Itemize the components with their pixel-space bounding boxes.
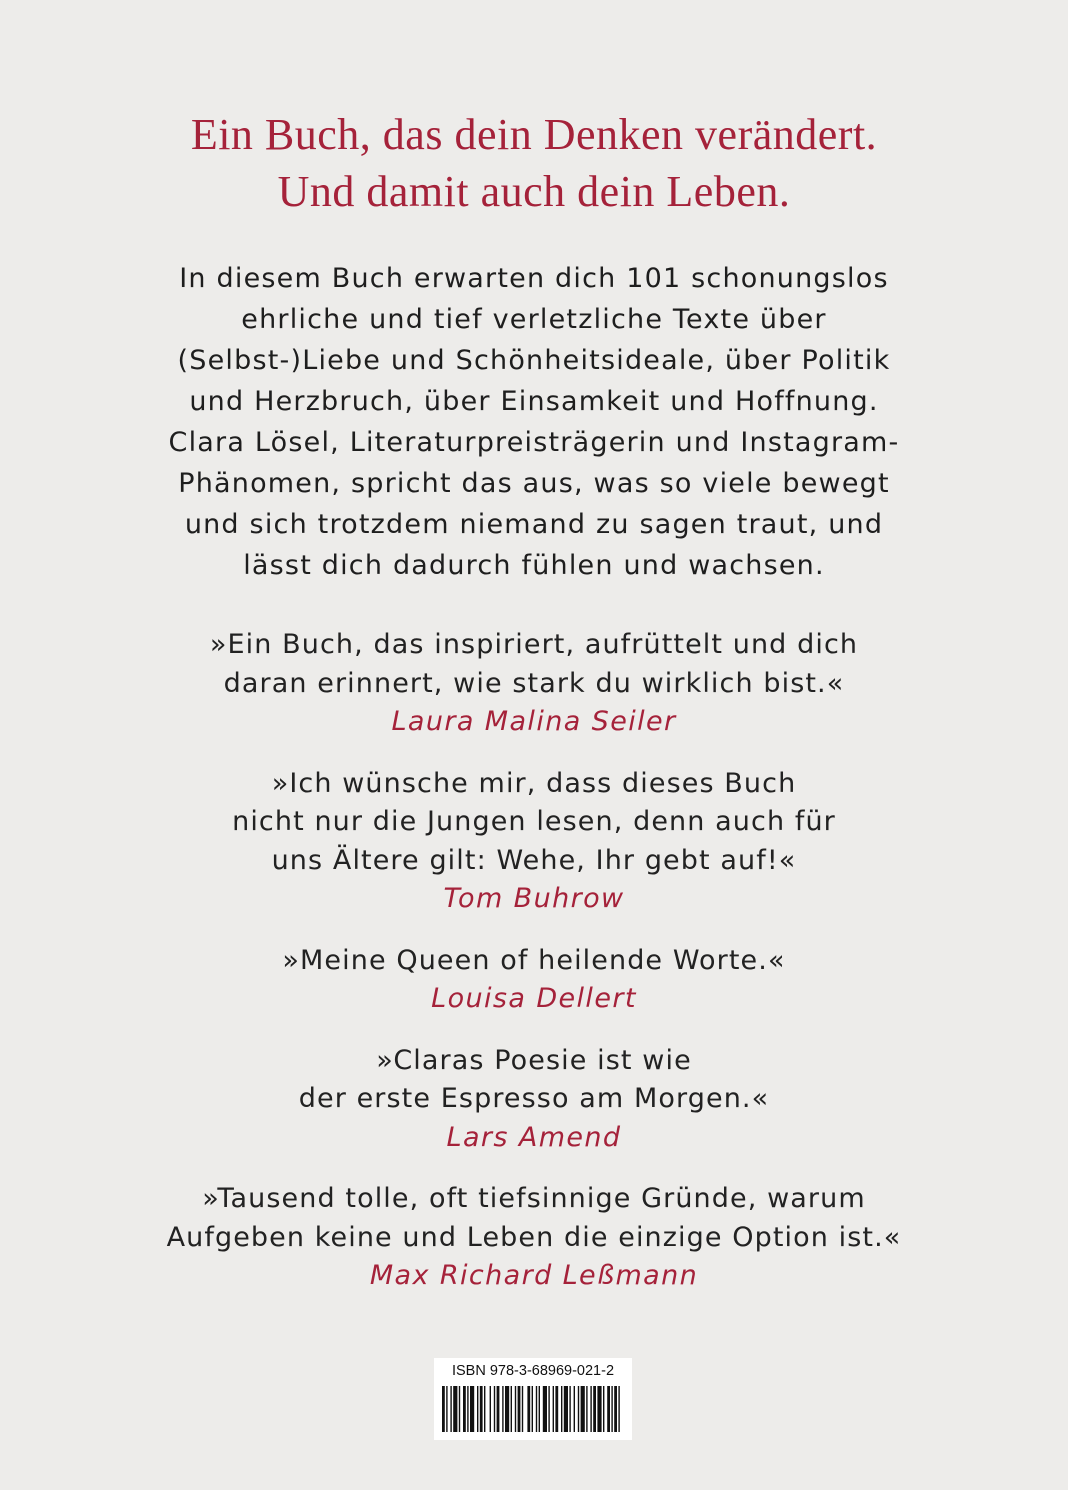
- quote-line: »Claras Poesie ist wie: [376, 1044, 692, 1076]
- barcode-bar: [459, 1386, 460, 1432]
- barcode-bar: [553, 1386, 554, 1432]
- quote-line: der erste Espresso am Morgen.«: [298, 1083, 770, 1114]
- barcode-bar: [590, 1386, 591, 1432]
- quote-line: »Meine Queen of heilende Worte.«: [282, 944, 786, 976]
- barcode-bar: [494, 1386, 495, 1432]
- quote-line: »Ich wünsche mir, dass dieses Buch: [271, 767, 797, 799]
- blurb-line: (Selbst-)Liebe und Schönheitsideale, über Politik: [177, 345, 891, 376]
- barcode-bar: [450, 1386, 451, 1432]
- barcode-bar: [539, 1386, 540, 1432]
- barcode-bar: [502, 1386, 503, 1432]
- blurb-line: Clara Lösel, Literaturpreisträgerin und Instagram-: [168, 427, 900, 458]
- barcode-bar: [586, 1386, 587, 1432]
- book-blurb: [0, 258, 1068, 586]
- barcode-bar: [527, 1386, 530, 1432]
- barcode-bar: [548, 1386, 549, 1432]
- barcode-bar: [561, 1386, 562, 1432]
- blurb-line: In diesem Buch erwarten dich 101 schonungslos: [179, 263, 889, 294]
- isbn-barcode-box: [434, 1358, 632, 1440]
- isbn-label: ISBN 978-3-68969-021-2: [451, 1363, 615, 1379]
- barcode-bar: [581, 1386, 585, 1432]
- barcode-bar: [578, 1386, 579, 1432]
- testimonials: [0, 626, 1068, 1319]
- barcode-bar: [607, 1386, 610, 1432]
- headline-line-1: Ein Buch, das dein Denken verändert.: [190, 110, 878, 159]
- blurb-line: Phänomen, spricht das aus, was so viele bewegt: [178, 468, 890, 499]
- barcode-bar: [453, 1386, 457, 1432]
- blurb-line: lässt dich dadurch fühlen und wachsen.: [243, 550, 825, 581]
- testimonial: [0, 1042, 1068, 1158]
- testimonial: [0, 942, 1068, 1019]
- quote-author: Tom Buhrow: [443, 883, 625, 914]
- barcode-bar: [614, 1386, 617, 1432]
- barcode-bar: [480, 1386, 483, 1432]
- barcode-bar: [618, 1386, 619, 1432]
- barcode-bar: [477, 1386, 478, 1432]
- barcode-icon: [442, 1386, 624, 1432]
- barcode-bar: [532, 1386, 533, 1432]
- barcode-bar: [536, 1386, 537, 1432]
- barcode-bar: [490, 1386, 491, 1432]
- quote-author: Laura Malina Seiler: [391, 706, 677, 737]
- barcode-bar: [497, 1386, 500, 1432]
- barcode-bar: [569, 1386, 570, 1432]
- testimonial: [0, 1180, 1068, 1296]
- quote-author: Louisa Dellert: [431, 983, 637, 1014]
- barcode-bar: [446, 1386, 447, 1432]
- testimonial: [0, 626, 1068, 742]
- blurb-line: ehrliche und tief verletzliche Texte über: [241, 304, 827, 335]
- blurb-line: und sich trotzdem niemand zu sagen traut, und: [184, 509, 884, 540]
- barcode-bar: [555, 1386, 558, 1432]
- barcode-bar: [593, 1386, 596, 1432]
- barcode-bar: [467, 1386, 468, 1432]
- blurb-line: und Herzbruch, über Einsamkeit und Hoffnung.: [189, 386, 879, 417]
- quote-line: daran erinnert, wie stark du wirklich bist.«: [223, 667, 845, 699]
- barcode-bar: [484, 1386, 485, 1432]
- barcode-bar: [597, 1386, 601, 1432]
- barcode-bar: [564, 1386, 568, 1432]
- barcode-bar: [518, 1386, 521, 1432]
- barcode-bar: [505, 1386, 509, 1432]
- barcode-bar: [543, 1386, 547, 1432]
- testimonial: [0, 765, 1068, 919]
- headline: [0, 106, 1068, 220]
- quote-line: »Tausend tolle, oft tiefsinnige Gründe, warum: [202, 1183, 866, 1214]
- quote-author: Max Richard Leßmann: [369, 1260, 699, 1291]
- quote-line: »Ein Buch, das inspiriert, aufrüttelt und dich: [209, 629, 859, 660]
- barcode-bar: [522, 1386, 523, 1432]
- barcode-bar: [511, 1386, 512, 1432]
- barcode-bar: [515, 1386, 516, 1432]
- quote-line: uns Ältere gilt: Wehe, Ihr gebt auf!«: [271, 844, 797, 876]
- quote-line: Aufgeben keine und Leben die einzige Option ist.«: [166, 1221, 902, 1253]
- barcode-bar: [470, 1386, 474, 1432]
- barcode-bar: [463, 1386, 466, 1432]
- barcode-bar: [442, 1386, 445, 1432]
- barcode-bar: [603, 1386, 604, 1432]
- barcode-bar: [574, 1386, 575, 1432]
- headline-line-2: Und damit auch dein Leben.: [277, 167, 791, 216]
- quote-line: nicht nur die Jungen lesen, denn auch für: [232, 806, 836, 837]
- barcode-bar: [611, 1386, 612, 1432]
- quote-author: Lars Amend: [446, 1121, 622, 1153]
